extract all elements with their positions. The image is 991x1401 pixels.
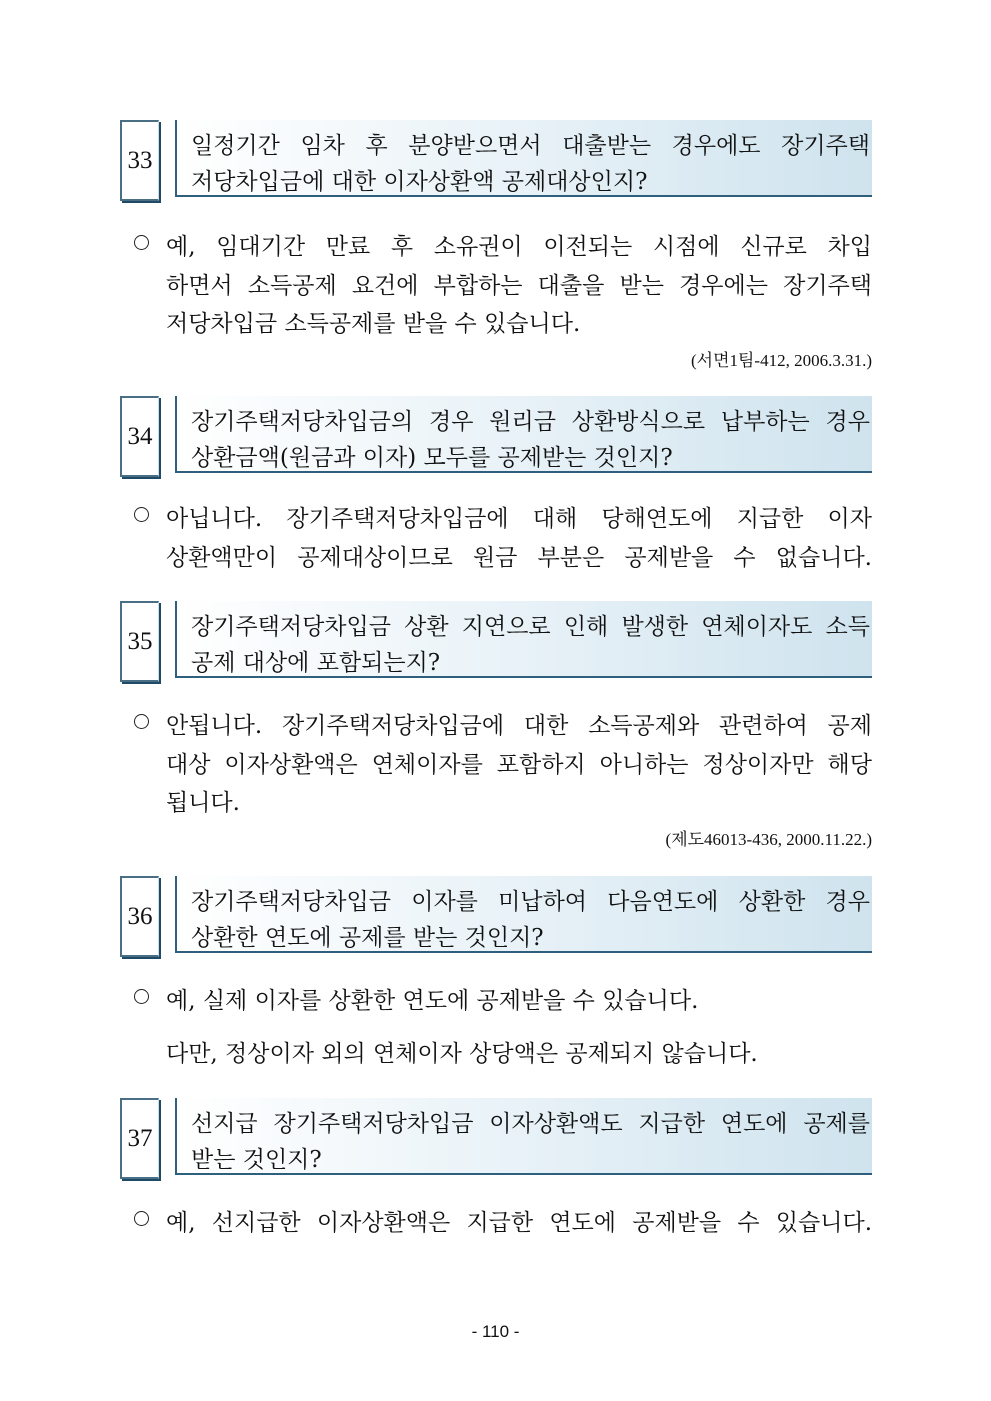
qa-item-36 [120, 876, 872, 1073]
question-number: 34 [120, 396, 159, 477]
question-line: 상환금액(원금과 이자) 모두를 공제받는 것인지? [191, 445, 673, 471]
question-line: 선지급 장기주택저당차입금 이자상환액도 지급한 연도에 공제를 [191, 1111, 870, 1137]
answer-line: 저당차입금 소득공제를 받을 수 있습니다. [166, 311, 581, 337]
question-header [120, 120, 872, 202]
qa-item-35 [120, 601, 872, 850]
circle-bullet-icon [134, 989, 149, 1004]
question-header [120, 876, 872, 958]
answer [120, 707, 872, 823]
question-number: 36 [120, 876, 159, 957]
reference-citation: (서면1팀-412, 2006.3.31.) [691, 350, 872, 370]
question-line: 공제 대상에 포함되는지? [191, 650, 441, 676]
question-number: 33 [120, 120, 159, 201]
answer-line: 됩니다. [166, 790, 240, 816]
question-header [120, 396, 872, 478]
reference-citation: (제도46013-436, 2000.11.22.) [665, 829, 872, 849]
answer-line: 예, 선지급한 이자상환액은 지급한 연도에 공제받을 수 있습니다. [166, 1210, 872, 1236]
answer [120, 228, 872, 344]
answer-line: 안됩니다. 장기주택저당차입금에 대한 소득공제와 관련하여 공제 [166, 713, 872, 739]
question-header [120, 1098, 872, 1180]
question-line: 저당차입금에 대한 이자상환액 공제대상인지? [191, 169, 648, 195]
answer-line: 하면서 소득공제 요건에 부합하는 대출을 받는 경우에는 장기주택 [166, 272, 872, 299]
page-number: - 110 - [471, 1322, 520, 1341]
question-number: 37 [120, 1098, 159, 1179]
question-line: 상환한 연도에 공제를 받는 것인지? [191, 925, 544, 951]
question-line: 장기주택저당차입금의 경우 원리금 상환방식으로 납부하는 경우 [191, 409, 870, 435]
question-box [175, 876, 872, 953]
question-line: 장기주택저당차입금 이자를 미납하여 다음연도에 상환한 경우 [191, 889, 870, 915]
answer-line: 아닙니다. 장기주택저당차입금에 대해 당해연도에 지급한 이자 [166, 506, 872, 532]
question-box [175, 396, 872, 473]
question-line: 일정기간 임차 후 분양받으면서 대출받는 경우에도 장기주택 [191, 133, 870, 159]
circle-bullet-icon [134, 714, 149, 729]
qa-item-34 [120, 396, 872, 577]
answer-line: 예, 실제 이자를 상환한 연도에 공제받을 수 있습니다. [166, 988, 699, 1014]
answer-line: 예, 임대기간 만료 후 소유권이 이전되는 시점에 신규로 차입 [166, 234, 872, 260]
circle-bullet-icon [134, 1211, 149, 1226]
question-number: 35 [120, 601, 159, 682]
question-line: 받는 것인지? [191, 1147, 322, 1173]
answer [120, 500, 872, 577]
circle-bullet-icon [134, 235, 149, 250]
answer-note: 다만, 정상이자 외의 연체이자 상당액은 공제되지 않습니다. [166, 1040, 758, 1067]
question-box [175, 601, 872, 678]
answer-line: 상환액만이 공제대상이므로 원금 부분은 공제받을 수 없습니다. [166, 544, 872, 571]
question-line: 장기주택저당차입금 상환 지연으로 인해 발생한 연체이자도 소득 [191, 614, 870, 640]
answer [120, 982, 872, 1073]
question-box [175, 120, 872, 197]
qa-item-37 [120, 1098, 872, 1243]
qa-item-33 [120, 120, 872, 371]
answer [120, 1204, 872, 1243]
circle-bullet-icon [134, 507, 149, 522]
question-box [175, 1098, 872, 1175]
question-header [120, 601, 872, 683]
answer-line: 대상 이자상환액은 연체이자를 포함하지 아니하는 정상이자만 해당 [166, 751, 872, 778]
